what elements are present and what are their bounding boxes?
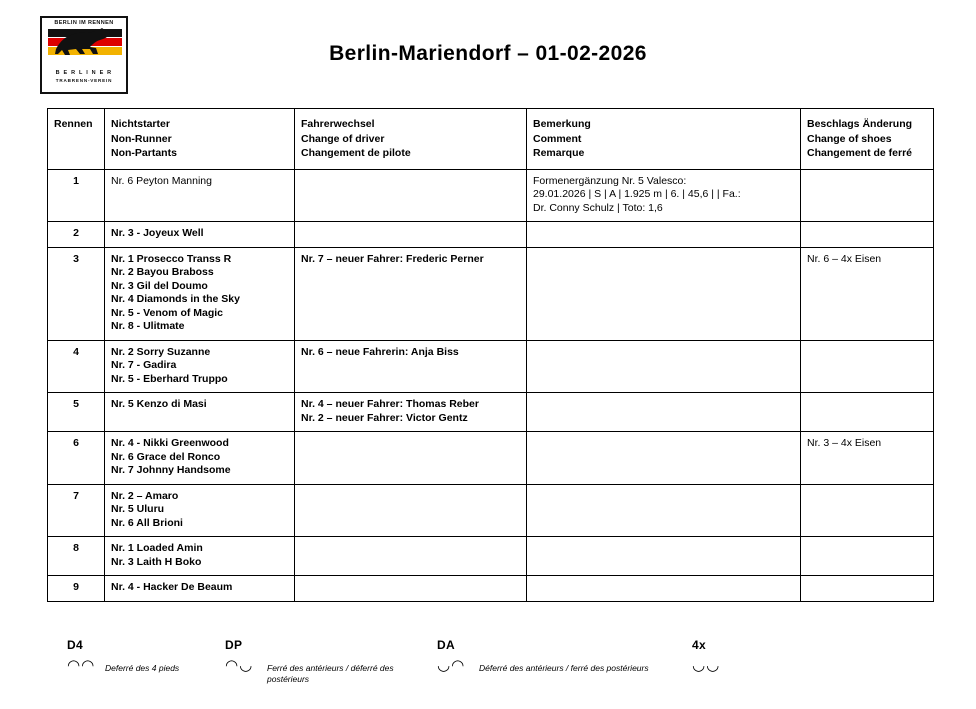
- cell-non-runner: Nr. 4 - Hacker De Beaum: [105, 576, 295, 602]
- cell-shoes: [801, 537, 934, 576]
- legend-description: Ferré des antérieurs / déferré des postérieurs: [267, 663, 394, 684]
- cell-non-runner: Nr. 1 Loaded Amin Nr. 3 Laith H Boko: [105, 537, 295, 576]
- cell-comment: [527, 340, 801, 393]
- table-header: [48, 109, 934, 170]
- cell-driver-change: [295, 537, 527, 576]
- logo-club-name-line1: B E R L I N E R: [55, 70, 113, 76]
- cell-comment: [527, 222, 801, 248]
- column-header-comment: Bemerkung Comment Remarque: [527, 109, 801, 170]
- cell-shoes: [801, 169, 934, 222]
- column-header-driver-change: Fahrerwechsel Change of driver Changement de pilote: [295, 109, 527, 170]
- race-number: 8: [48, 537, 105, 576]
- cell-comment: Formenergänzung Nr. 5 Valesco: 29.01.2026 | S | A | 1.925 m | 6. | 45,6 | | Fa.: Dr. Conny Schulz | Toto: 1,6: [527, 169, 801, 222]
- cell-driver-change: [295, 432, 527, 485]
- cell-comment: [527, 576, 801, 602]
- legend-description: Déferré des antérieurs / ferré des postérieurs: [479, 663, 649, 673]
- legend-code: D4: [67, 638, 83, 652]
- legend-code: DA: [437, 638, 455, 652]
- cell-comment: [527, 484, 801, 537]
- cell-shoes: [801, 393, 934, 432]
- table-row: [48, 340, 934, 393]
- cell-non-runner: Nr. 2 – Amaro Nr. 5 Uluru Nr. 6 All Brioni: [105, 484, 295, 537]
- cell-non-runner: Nr. 5 Kenzo di Masi: [105, 393, 295, 432]
- cell-shoes: [801, 222, 934, 248]
- cell-comment: [527, 247, 801, 340]
- race-number: 7: [48, 484, 105, 537]
- race-number: 1: [48, 169, 105, 222]
- race-number: 9: [48, 576, 105, 602]
- table-row: [48, 247, 934, 340]
- cell-shoes: Nr. 3 – 4x Eisen: [801, 432, 934, 485]
- cell-non-runner: Nr. 4 - Nikki Greenwood Nr. 6 Grace del Ronco Nr. 7 Johnny Handsome: [105, 432, 295, 485]
- race-number: 3: [48, 247, 105, 340]
- cell-shoes: [801, 484, 934, 537]
- logo-club-name-line2: TRABRENN-VEREIN: [55, 78, 113, 83]
- document-header: [0, 0, 976, 100]
- column-header-race: Rennen: [48, 109, 105, 170]
- legend-item-4x: [692, 638, 720, 673]
- logo-club-name: [42, 69, 126, 85]
- table-row: [48, 484, 934, 537]
- cell-comment: [527, 432, 801, 485]
- cell-non-runner: Nr. 6 Peyton Manning: [105, 169, 295, 222]
- cell-shoes: [801, 340, 934, 393]
- shoeing-legend: [47, 638, 937, 700]
- cell-driver-change: Nr. 6 – neue Fahrerin: Anja Biss: [295, 340, 527, 393]
- legend-shoe-icon: ◠◠: [67, 656, 96, 674]
- table-header-row: [48, 109, 934, 170]
- table-row: [48, 537, 934, 576]
- cell-driver-change: [295, 576, 527, 602]
- legend-code: DP: [225, 638, 243, 652]
- legend-item-dp: [225, 638, 394, 684]
- race-number: 4: [48, 340, 105, 393]
- cell-driver-change: Nr. 7 – neuer Fahrer: Frederic Perner: [295, 247, 527, 340]
- column-header-non-runner: Nichtstarter Non-Runner Non-Partants: [105, 109, 295, 170]
- cell-shoes: [801, 576, 934, 602]
- cell-driver-change: [295, 222, 527, 248]
- cell-non-runner: Nr. 2 Sorry Suzanne Nr. 7 - Gadira Nr. 5 - Eberhard Truppo: [105, 340, 295, 393]
- cell-driver-change: [295, 169, 527, 222]
- table-row: [48, 222, 934, 248]
- cell-comment: [527, 537, 801, 576]
- cell-non-runner: Nr. 1 Prosecco Transs R Nr. 2 Bayou Braboss Nr. 3 Gil del Doumo Nr. 4 Diamonds in the Sky Nr. 5 - Venom of Magic Nr. 8 - Ulitmate: [105, 247, 295, 340]
- table-row: [48, 393, 934, 432]
- column-header-shoes: Beschlags Änderung Change of shoes Changement de ferré: [801, 109, 934, 170]
- declarations-table-wrapper: [47, 108, 933, 602]
- legend-shoe-icon: ◠◡: [225, 656, 254, 674]
- table-body: [48, 169, 934, 601]
- table-row: [48, 169, 934, 222]
- table-row: [48, 576, 934, 602]
- table-row: [48, 432, 934, 485]
- legend-shoe-icon: ◡◡: [692, 656, 721, 674]
- declarations-table: [47, 108, 934, 602]
- cell-driver-change: [295, 484, 527, 537]
- legend-description: Deferré des 4 pieds: [105, 663, 180, 673]
- legend-code: 4x: [692, 638, 706, 652]
- cell-non-runner: Nr. 3 - Joyeux Well: [105, 222, 295, 248]
- cell-comment: [527, 393, 801, 432]
- legend-item-da: [437, 638, 649, 674]
- race-number: 2: [48, 222, 105, 248]
- cell-shoes: Nr. 6 – 4x Eisen: [801, 247, 934, 340]
- legend-item-d4: [67, 638, 180, 674]
- race-number: 5: [48, 393, 105, 432]
- race-number: 6: [48, 432, 105, 485]
- page-title: Berlin-Mariendorf – 01-02-2026: [329, 42, 647, 65]
- logo-top-text: BERLIN IM RENNEN: [54, 20, 114, 26]
- legend-shoe-icon: ◡◠: [437, 656, 466, 674]
- cell-driver-change: Nr. 4 – neuer Fahrer: Thomas Reber Nr. 2 – neuer Fahrer: Victor Gentz: [295, 393, 527, 432]
